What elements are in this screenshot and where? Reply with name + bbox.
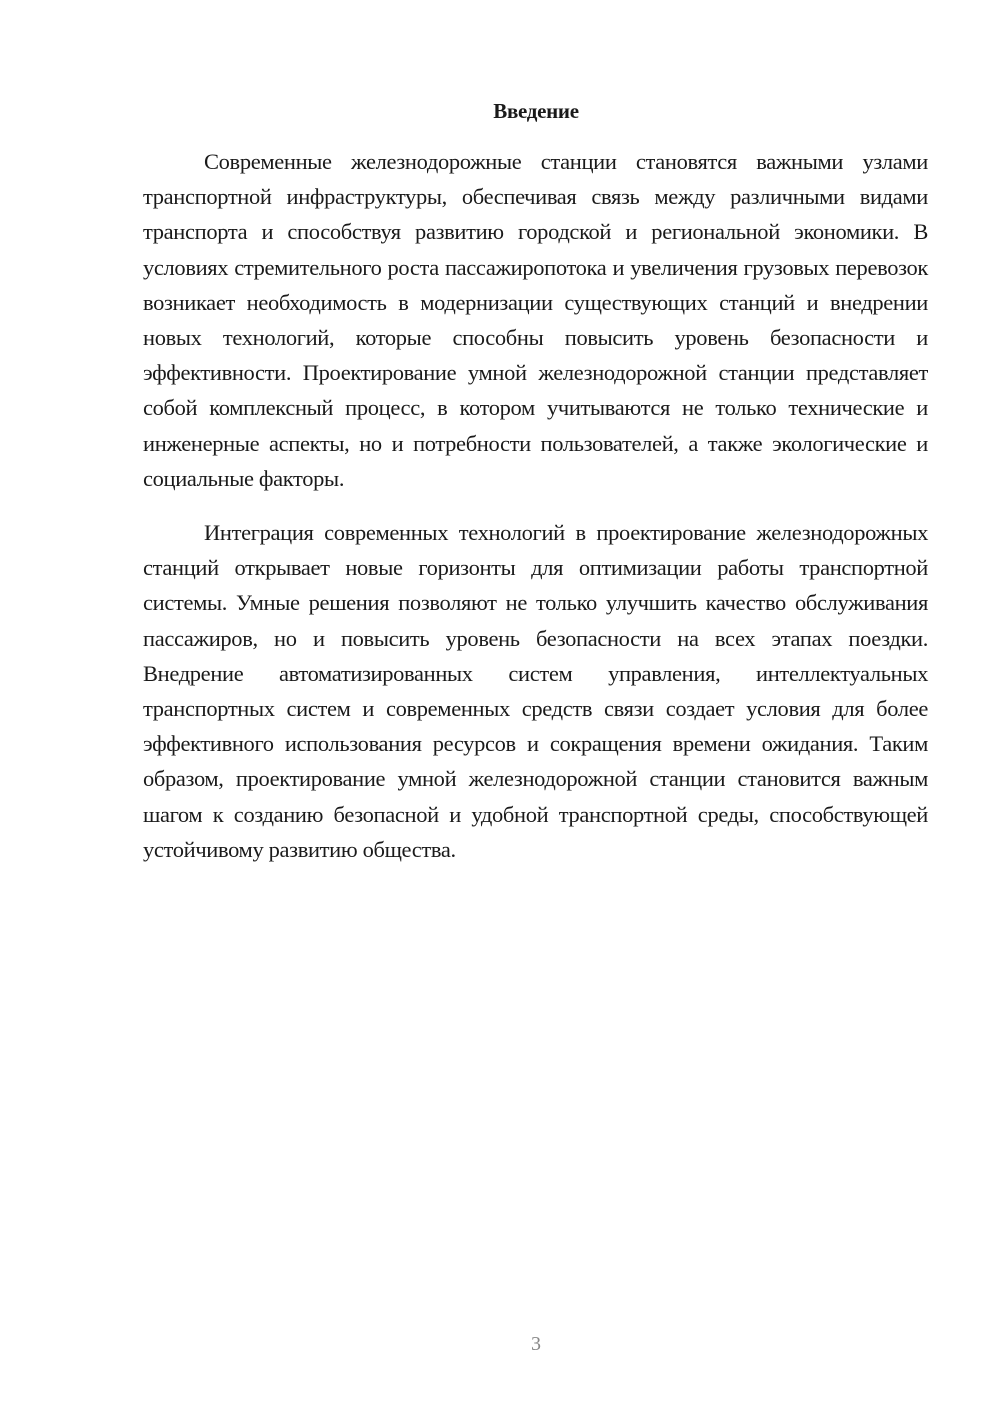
paragraph-2: Интеграция современных технологий в проектирование железнодорожных станций открывает новые горизонты для оптимизации работы транспортной системы. Умные решения позволяют не только улучшить качество обслуживания пассажиров, но и повысить уровень безопасности на всех этапах поездки. Внедрение автоматизированных систем управления, интеллектуальных транспортных систем и современных средств связи создает условия для более эффективного использования ресурсов и сокращения времени ожидания. Таким образом, проектирование умной железнодорожной станции становится важным шагом к созданию безопасной и удобной транспортной среды, способствующей устойчивому развитию общества. bbox=[143, 520, 928, 862]
body-text bbox=[143, 144, 928, 867]
paragraph-1: Современные железнодорожные станции становятся важными узлами транспортной инфраструктуры, обеспечивая связь между различными видами транспорта и способствуя развитию городской и региональной экономики. В условиях стремительного роста пассажиропотока и увеличения грузовых перевозок возникает необходимость в модернизации существующих станций и внедрении новых технологий, которые способны повысить уровень безопасности и эффективности. Проектирование умной железнодорожной станции представляет собой комплексный процесс, в котором учитываются не только технические и инженерные аспекты, но и потребности пользователей, а также экологические и социальные факторы. bbox=[143, 149, 928, 491]
page-number: 3 bbox=[531, 1333, 541, 1355]
section-heading: Введение bbox=[493, 99, 579, 123]
